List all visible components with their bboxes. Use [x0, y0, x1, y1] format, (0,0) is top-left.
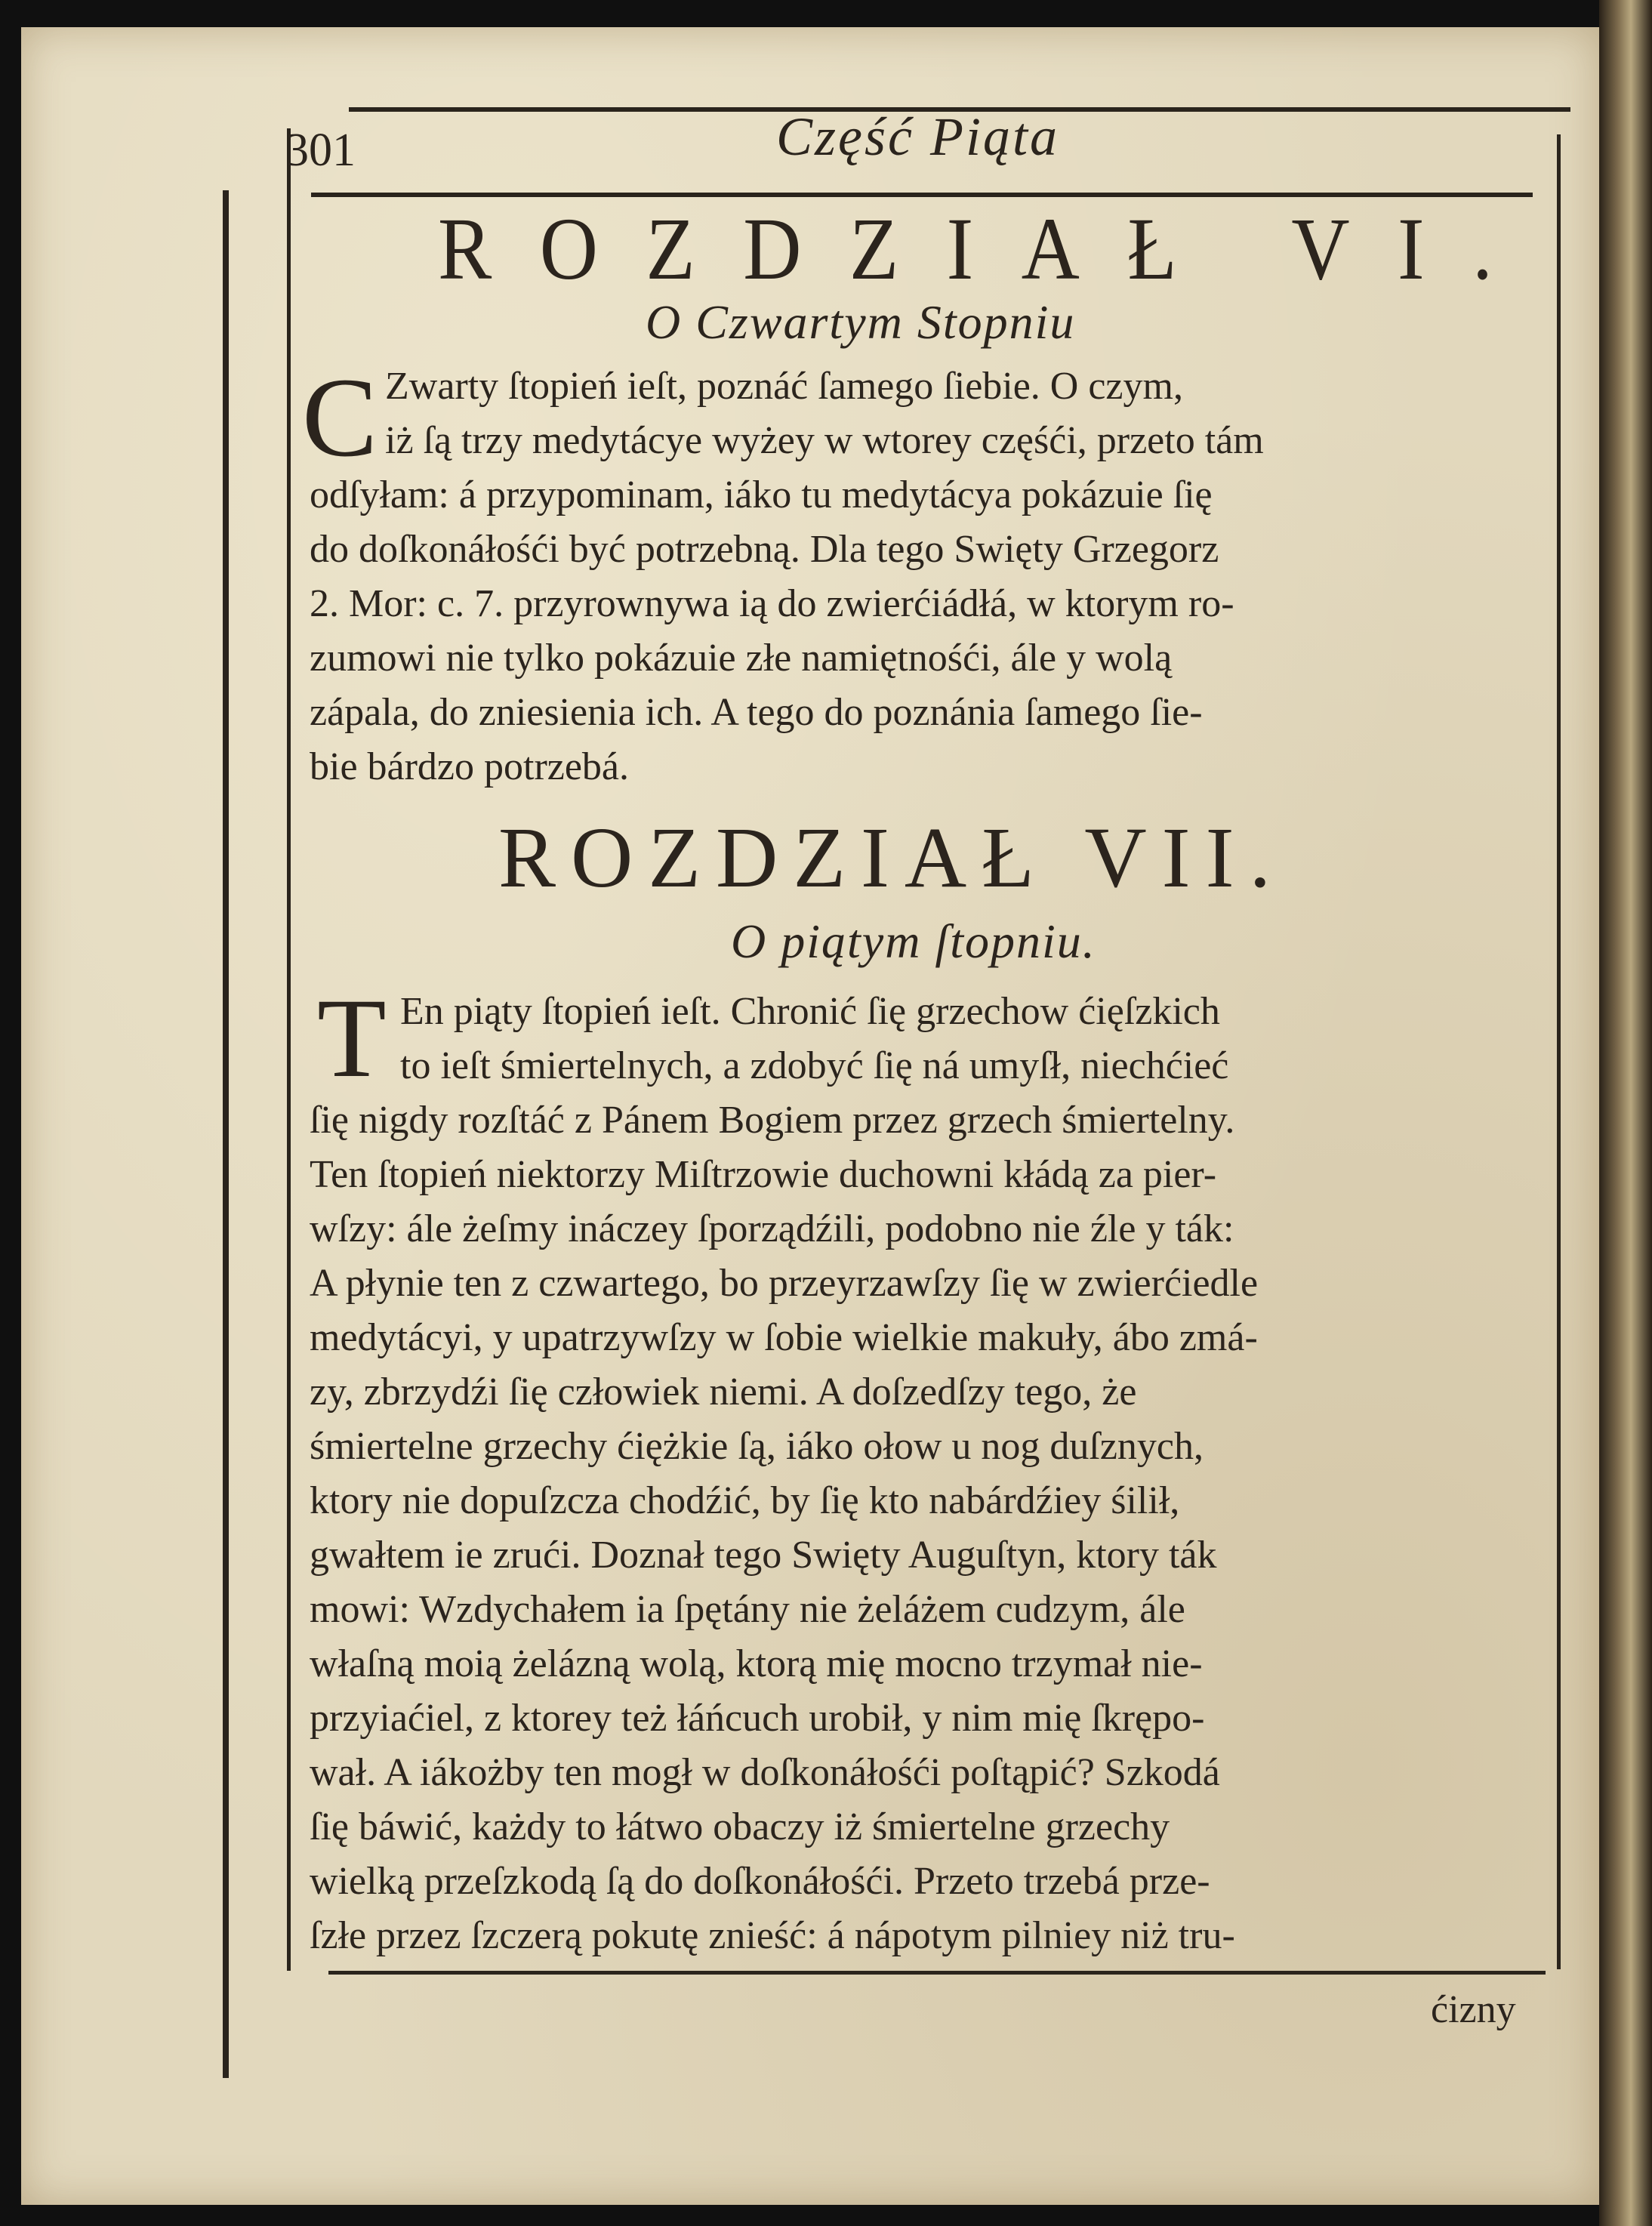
chapter-7-line: ſię báwić, każdy to łátwo obaczy iż śmiertelne grzechy	[310, 1805, 1170, 1848]
chapter-6-line: 2. Mor: c. 7. przyrownywa ią do zwierćiádłá, w ktorym ro-	[310, 582, 1234, 625]
chapter-7-title: ROZDZIAŁ VII.	[498, 809, 1287, 905]
chapter-7-line: ſzłe przez ſzczerą pokutę znieść: á nápotym pilniey niż tru-	[310, 1914, 1235, 1957]
chapter-6-line: do doſkonáłośći być potrzebną. Dla tego Swięty Grzegorz	[310, 528, 1219, 571]
frame-rule-left-outer	[223, 190, 229, 2078]
chapter-7-line: wſzy: ále żeſmy ináczey ſporządźili, podobno nie źle y ták:	[310, 1207, 1234, 1250]
catchword: ćizny	[1431, 1988, 1516, 2031]
chapter-6-subtitle: O Czwartym Stopniu	[646, 295, 1076, 349]
chapter-7-line: przyiaćiel, z ktorey też łáńcuch urobił, y nim mię ſkrępo-	[310, 1697, 1205, 1740]
footer-rule	[328, 1971, 1546, 1975]
chapter-6-line: iż ſą trzy medytácye wyżey w wtorey częśći, przeto tám	[385, 419, 1264, 462]
header-rule-bottom	[311, 193, 1533, 197]
chapter-6-line: odſyłam: á przypominam, iáko tu medytácya pokázuie ſię	[310, 473, 1213, 516]
chapter-7-line: zy, zbrzydźi ſię człowiek niemi. A doſzedſzy tego, że	[310, 1370, 1137, 1414]
chapter-7-line: En piąty ſtopień ieſt. Chronić ſię grzechow ćięſzkich	[400, 990, 1220, 1033]
chapter-7-line: medytácyi, y upatrzywſzy w ſobie wielkie makuły, ábo zmá-	[310, 1316, 1258, 1359]
running-head: Część Piąta	[776, 106, 1059, 167]
chapter-7-line: wał. A iákożby ten mogł w doſkonáłośći poſtąpić? Szkodá	[310, 1751, 1220, 1794]
frame-rule-left-inner	[287, 128, 291, 1971]
chapter-7-line: gwałtem ie zrući. Doznał tego Swięty Auguſtyn, ktory ták	[310, 1534, 1217, 1577]
chapter-7-line: wielką przeſzkodą ſą do doſkonáłośći. Przeto trzebá prze-	[310, 1860, 1210, 1903]
chapter-6-line: bie bárdzo potrzebá.	[310, 745, 630, 788]
chapter-7-drop-cap: T	[317, 976, 387, 1101]
chapter-6-line: Zwarty ſtopień ieſt, poznáć ſamego ſiebie. O czym,	[385, 365, 1183, 408]
chapter-6-drop-cap: C	[302, 355, 378, 480]
chapter-7-line: ſię nigdy rozſtáć z Pánem Bogiem przez grzech śmiertelny.	[310, 1099, 1235, 1142]
chapter-7-line: Ten ſtopień niektorzy Miſtrzowie duchowni kłádą za pier-	[310, 1153, 1217, 1196]
chapter-7-line: właſną moią żelázną wolą, ktorą mię mocno trzymał nie-	[310, 1642, 1203, 1685]
chapter-7-line: ktory nie dopuſzcza chodźić, by ſię kto nabárdźiey śilił,	[310, 1479, 1180, 1522]
chapter-7-line: mowi: Wzdychałem ia ſpętány nie żeláżem cudzym, ále	[310, 1588, 1185, 1631]
chapter-6-line: zápala, do zniesienia ich. A tego do poznánia ſamego ſie-	[310, 691, 1203, 734]
page-number: 301	[285, 125, 356, 176]
chapter-6-line: zumowi nie tylko pokázuie złe namiętnośći, ále y wolą	[310, 637, 1173, 680]
chapter-7-line: to ieſt śmiertelnych, a zdobyć ſię ná umyſł, niechćieć	[400, 1044, 1229, 1087]
chapter-7-line: śmiertelne grzechy ćiężkie ſą, iáko ołow u nog duſznych,	[310, 1425, 1204, 1468]
frame-rule-right	[1557, 134, 1561, 1969]
facing-page-edge	[1599, 0, 1652, 2226]
chapter-7-line: A płynie ten z czwartego, bo przeyrzawſzy ſię w zwierćiedle	[310, 1262, 1259, 1305]
chapter-7-subtitle: O piątym ſtopniu.	[731, 914, 1096, 968]
chapter-6-title: ROZDZIAŁ VI.	[438, 199, 1541, 298]
